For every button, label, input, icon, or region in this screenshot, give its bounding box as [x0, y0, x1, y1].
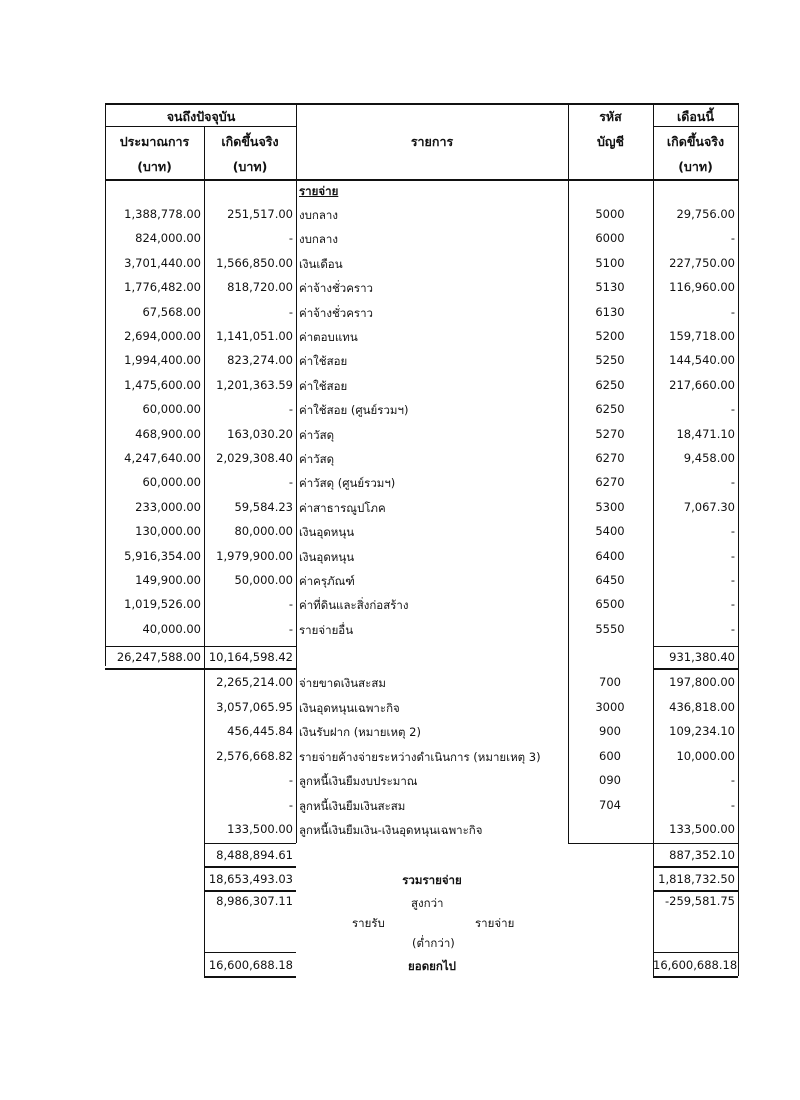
header-month-actual: เกิดขึ้นจริง	[666, 134, 725, 149]
row-estimate: 1,019,526.00	[124, 597, 201, 611]
row-code: 5200	[595, 329, 625, 343]
row-month: 18,471.10	[676, 427, 735, 441]
row-estimate: 233,000.00	[135, 500, 201, 514]
header-bottom-border	[105, 179, 738, 181]
row-item: เงินอุดหนุน	[299, 550, 355, 564]
row-estimate: 2,694,000.00	[124, 329, 201, 343]
row-actual: 50,000.00	[234, 573, 293, 587]
header-estimate-unit: (บาท)	[137, 159, 172, 174]
subtotal-bottom	[204, 866, 296, 868]
carry-forward-month: 16,600,688.18	[653, 958, 738, 972]
row-actual: -	[288, 231, 293, 245]
row-estimate: 5,916,354.00	[124, 549, 201, 563]
row-estimate: 60,000.00	[142, 475, 201, 489]
row-month: 29,756.00	[676, 207, 735, 221]
row-actual: -	[288, 402, 293, 416]
row-code: 5300	[595, 500, 625, 514]
header-code-line1: รหัส	[599, 109, 622, 124]
header-to-date: จนถึงปัจจุบัน	[166, 109, 236, 124]
header-month-unit: (บาท)	[678, 159, 713, 174]
row-actual: -	[288, 597, 293, 611]
row-actual: 2,576,668.82	[216, 749, 293, 763]
carry-forward-actual: 16,600,688.18	[208, 958, 293, 972]
row-code: 6270	[595, 475, 625, 489]
row-actual: 59,584.23	[234, 500, 293, 514]
row-actual: 818,720.00	[227, 280, 293, 294]
grand-total-month: 1,818,732.50	[658, 872, 735, 886]
grand-total-bottom	[204, 890, 296, 892]
column-border	[738, 103, 739, 976]
row-item: ลูกหนี้เงินยืมเงินสะสม	[299, 799, 406, 813]
row-month: 144,540.00	[669, 353, 735, 367]
row-actual: 1,141,051.00	[216, 329, 293, 343]
row-item: ค่าสาธารณูปโภค	[299, 501, 386, 515]
row-estimate: 1,475,600.00	[124, 378, 201, 392]
row-item: งบกลาง	[299, 208, 338, 222]
row-code: 6450	[595, 573, 625, 587]
row-code: 5130	[595, 280, 625, 294]
total-row-top	[653, 646, 738, 647]
row-item: ค่าที่ดินและสิ่งก่อสร้าง	[299, 598, 409, 612]
difference-lower: (ต่ำกว่า)	[412, 936, 455, 950]
row-month: 9,458.00	[683, 451, 735, 465]
subtotal-top	[204, 843, 296, 844]
row-month: 159,718.00	[669, 329, 735, 343]
header-actual: เกิดขึ้นจริง	[221, 134, 279, 149]
row-item: ค่าจ้างชั่วคราว	[299, 281, 374, 295]
total-row-bottom	[105, 668, 297, 670]
row-code: 5270	[595, 427, 625, 441]
row-item: ค่าวัสดุ	[299, 428, 335, 442]
row-code: 3000	[595, 700, 625, 714]
row-item: งบกลาง	[299, 232, 338, 246]
header-item: รายการ	[410, 134, 454, 149]
row-estimate: 3,701,440.00	[124, 256, 201, 270]
row-month: -	[730, 475, 735, 489]
row-item: เงินเดือน	[299, 257, 343, 271]
row-estimate: 149,900.00	[135, 573, 201, 587]
row-month: -	[730, 231, 735, 245]
total-row-top	[105, 646, 297, 647]
row-month: -	[730, 549, 735, 563]
other-total-actual: 8,488,894.61	[216, 848, 293, 862]
row-actual: -	[288, 305, 293, 319]
row-actual: 80,000.00	[234, 524, 293, 538]
row-item: ค่าจ้างชั่วคราว	[299, 306, 374, 320]
row-month: -	[730, 798, 735, 812]
row-item: รายจ่ายอื่น	[299, 623, 354, 637]
row-month: -	[730, 524, 735, 538]
row-actual: -	[288, 622, 293, 636]
row-item: เงินอุดหนุนเฉพาะกิจ	[299, 701, 400, 715]
difference-income: รายรับ	[352, 916, 385, 930]
row-item: ค่าวัสดุ (ศูนย์รวมฯ)	[299, 476, 396, 490]
row-actual: 133,500.00	[227, 822, 293, 836]
expense-total-estimate: 26,247,588.00	[116, 650, 201, 664]
row-actual: 456,445.84	[227, 724, 293, 738]
row-actual: 1,979,900.00	[216, 549, 293, 563]
row-month: -	[730, 305, 735, 319]
row-month: 197,800.00	[669, 675, 735, 689]
row-estimate: 4,247,640.00	[124, 451, 201, 465]
row-code: 700	[599, 675, 621, 689]
row-actual: 2,029,308.40	[216, 451, 293, 465]
row-code: 5000	[595, 207, 625, 221]
row-estimate: 468,900.00	[135, 427, 201, 441]
row-month: -	[730, 573, 735, 587]
row-code: 5250	[595, 353, 625, 367]
row-month: -	[730, 622, 735, 636]
row-code: 6000	[595, 231, 625, 245]
row-code: 5100	[595, 256, 625, 270]
column-border	[568, 103, 569, 843]
table-top-border	[105, 103, 738, 105]
row-item: เงินรับฝาก (หมายเหตุ 2)	[299, 725, 421, 739]
row-month: 109,234.10	[669, 724, 735, 738]
row-actual: 1,201,363.59	[216, 378, 293, 392]
row-code: 090	[599, 773, 621, 787]
row-estimate: 130,000.00	[135, 524, 201, 538]
row-code: 6130	[595, 305, 625, 319]
difference-expense: รายจ่าย	[475, 916, 515, 930]
row-actual: -	[288, 773, 293, 787]
row-estimate: 1,388,778.00	[124, 207, 201, 221]
row-item: จ่ายขาดเงินสะสม	[299, 676, 386, 690]
row-code: 6500	[595, 597, 625, 611]
other-total-month: 887,352.10	[669, 848, 735, 862]
difference-higher: สูงกว่า	[411, 896, 444, 910]
row-month: 10,000.00	[676, 749, 735, 763]
row-code: 5400	[595, 524, 625, 538]
row-code: 6400	[595, 549, 625, 563]
row-actual: 3,057,065.95	[216, 700, 293, 714]
carry-forward-label: ยอดยกไป	[408, 959, 456, 973]
grand-total-label: รวมรายจ่าย	[402, 873, 462, 887]
row-estimate: 1,994,400.00	[124, 353, 201, 367]
column-border	[296, 103, 297, 843]
difference-actual: 8,986,307.11	[216, 894, 293, 908]
grand-total-actual: 18,653,493.03	[208, 872, 293, 886]
expense-total-actual: 10,164,598.42	[208, 650, 293, 664]
row-item: ค่าใช้สอย	[299, 354, 348, 368]
row-estimate: 67,568.00	[142, 305, 201, 319]
row-item: ค่าตอบแทน	[299, 330, 358, 344]
row-item: รายจ่ายค้างจ่ายระหว่างดำเนินการ (หมายเหตุ 3)	[299, 750, 541, 764]
row-code: 5550	[595, 622, 625, 636]
row-item: ลูกหนี้เงินยืมงบประมาณ	[299, 774, 418, 788]
difference-month: -259,581.75	[665, 894, 735, 908]
carry-forward-bottom	[653, 976, 738, 978]
row-month: 116,960.00	[669, 280, 735, 294]
subtotal-top	[568, 843, 738, 844]
expense-total-month: 931,380.40	[669, 650, 735, 664]
difference-bottom	[653, 952, 738, 953]
row-actual: 2,265,214.00	[216, 675, 293, 689]
row-item: ลูกหนี้เงินยืมเงิน-เงินอุดหนุนเฉพาะกิจ	[299, 823, 483, 837]
row-actual: 823,274.00	[227, 353, 293, 367]
row-actual: -	[288, 798, 293, 812]
row-month: -	[730, 402, 735, 416]
row-estimate: 60,000.00	[142, 402, 201, 416]
carry-forward-bottom	[204, 976, 296, 978]
header-estimate: ประมาณการ	[119, 134, 190, 149]
row-code: 600	[599, 749, 621, 763]
row-month: 217,660.00	[669, 378, 735, 392]
row-item: เงินอุดหนุน	[299, 525, 355, 539]
total-row-bottom	[653, 668, 738, 670]
row-actual: 251,517.00	[227, 207, 293, 221]
row-estimate: 40,000.00	[142, 622, 201, 636]
header-actual-unit: (บาท)	[232, 159, 268, 174]
row-actual: -	[288, 475, 293, 489]
row-estimate: 1,776,482.00	[124, 280, 201, 294]
row-month: 133,500.00	[669, 822, 735, 836]
header-code-line2: บัญชี	[596, 134, 625, 149]
header-this-month: เดือนนี้	[677, 109, 714, 124]
row-month: 227,750.00	[669, 256, 735, 270]
row-actual: 163,030.20	[227, 427, 293, 441]
row-item: ค่าใช้สอย	[299, 379, 348, 393]
subtotal-bottom	[653, 866, 738, 868]
row-estimate: 824,000.00	[135, 231, 201, 245]
row-item: ค่าวัสดุ	[299, 452, 335, 466]
row-actual: 1,566,850.00	[216, 256, 293, 270]
row-item: ค่าครุภัณฑ์	[299, 574, 355, 588]
row-code: 6270	[595, 451, 625, 465]
row-month: -	[730, 773, 735, 787]
grand-total-bottom	[653, 890, 738, 892]
row-month: 7,067.30	[683, 500, 735, 514]
row-code: 6250	[595, 378, 625, 392]
row-month: 436,818.00	[669, 700, 735, 714]
row-code: 900	[599, 724, 621, 738]
row-code: 704	[599, 798, 621, 812]
row-month: -	[730, 597, 735, 611]
difference-bottom	[204, 952, 296, 953]
section-title: รายจ่าย	[299, 184, 339, 198]
row-item: ค่าใช้สอย (ศูนย์รวมฯ)	[299, 403, 409, 417]
row-code: 6250	[595, 402, 625, 416]
